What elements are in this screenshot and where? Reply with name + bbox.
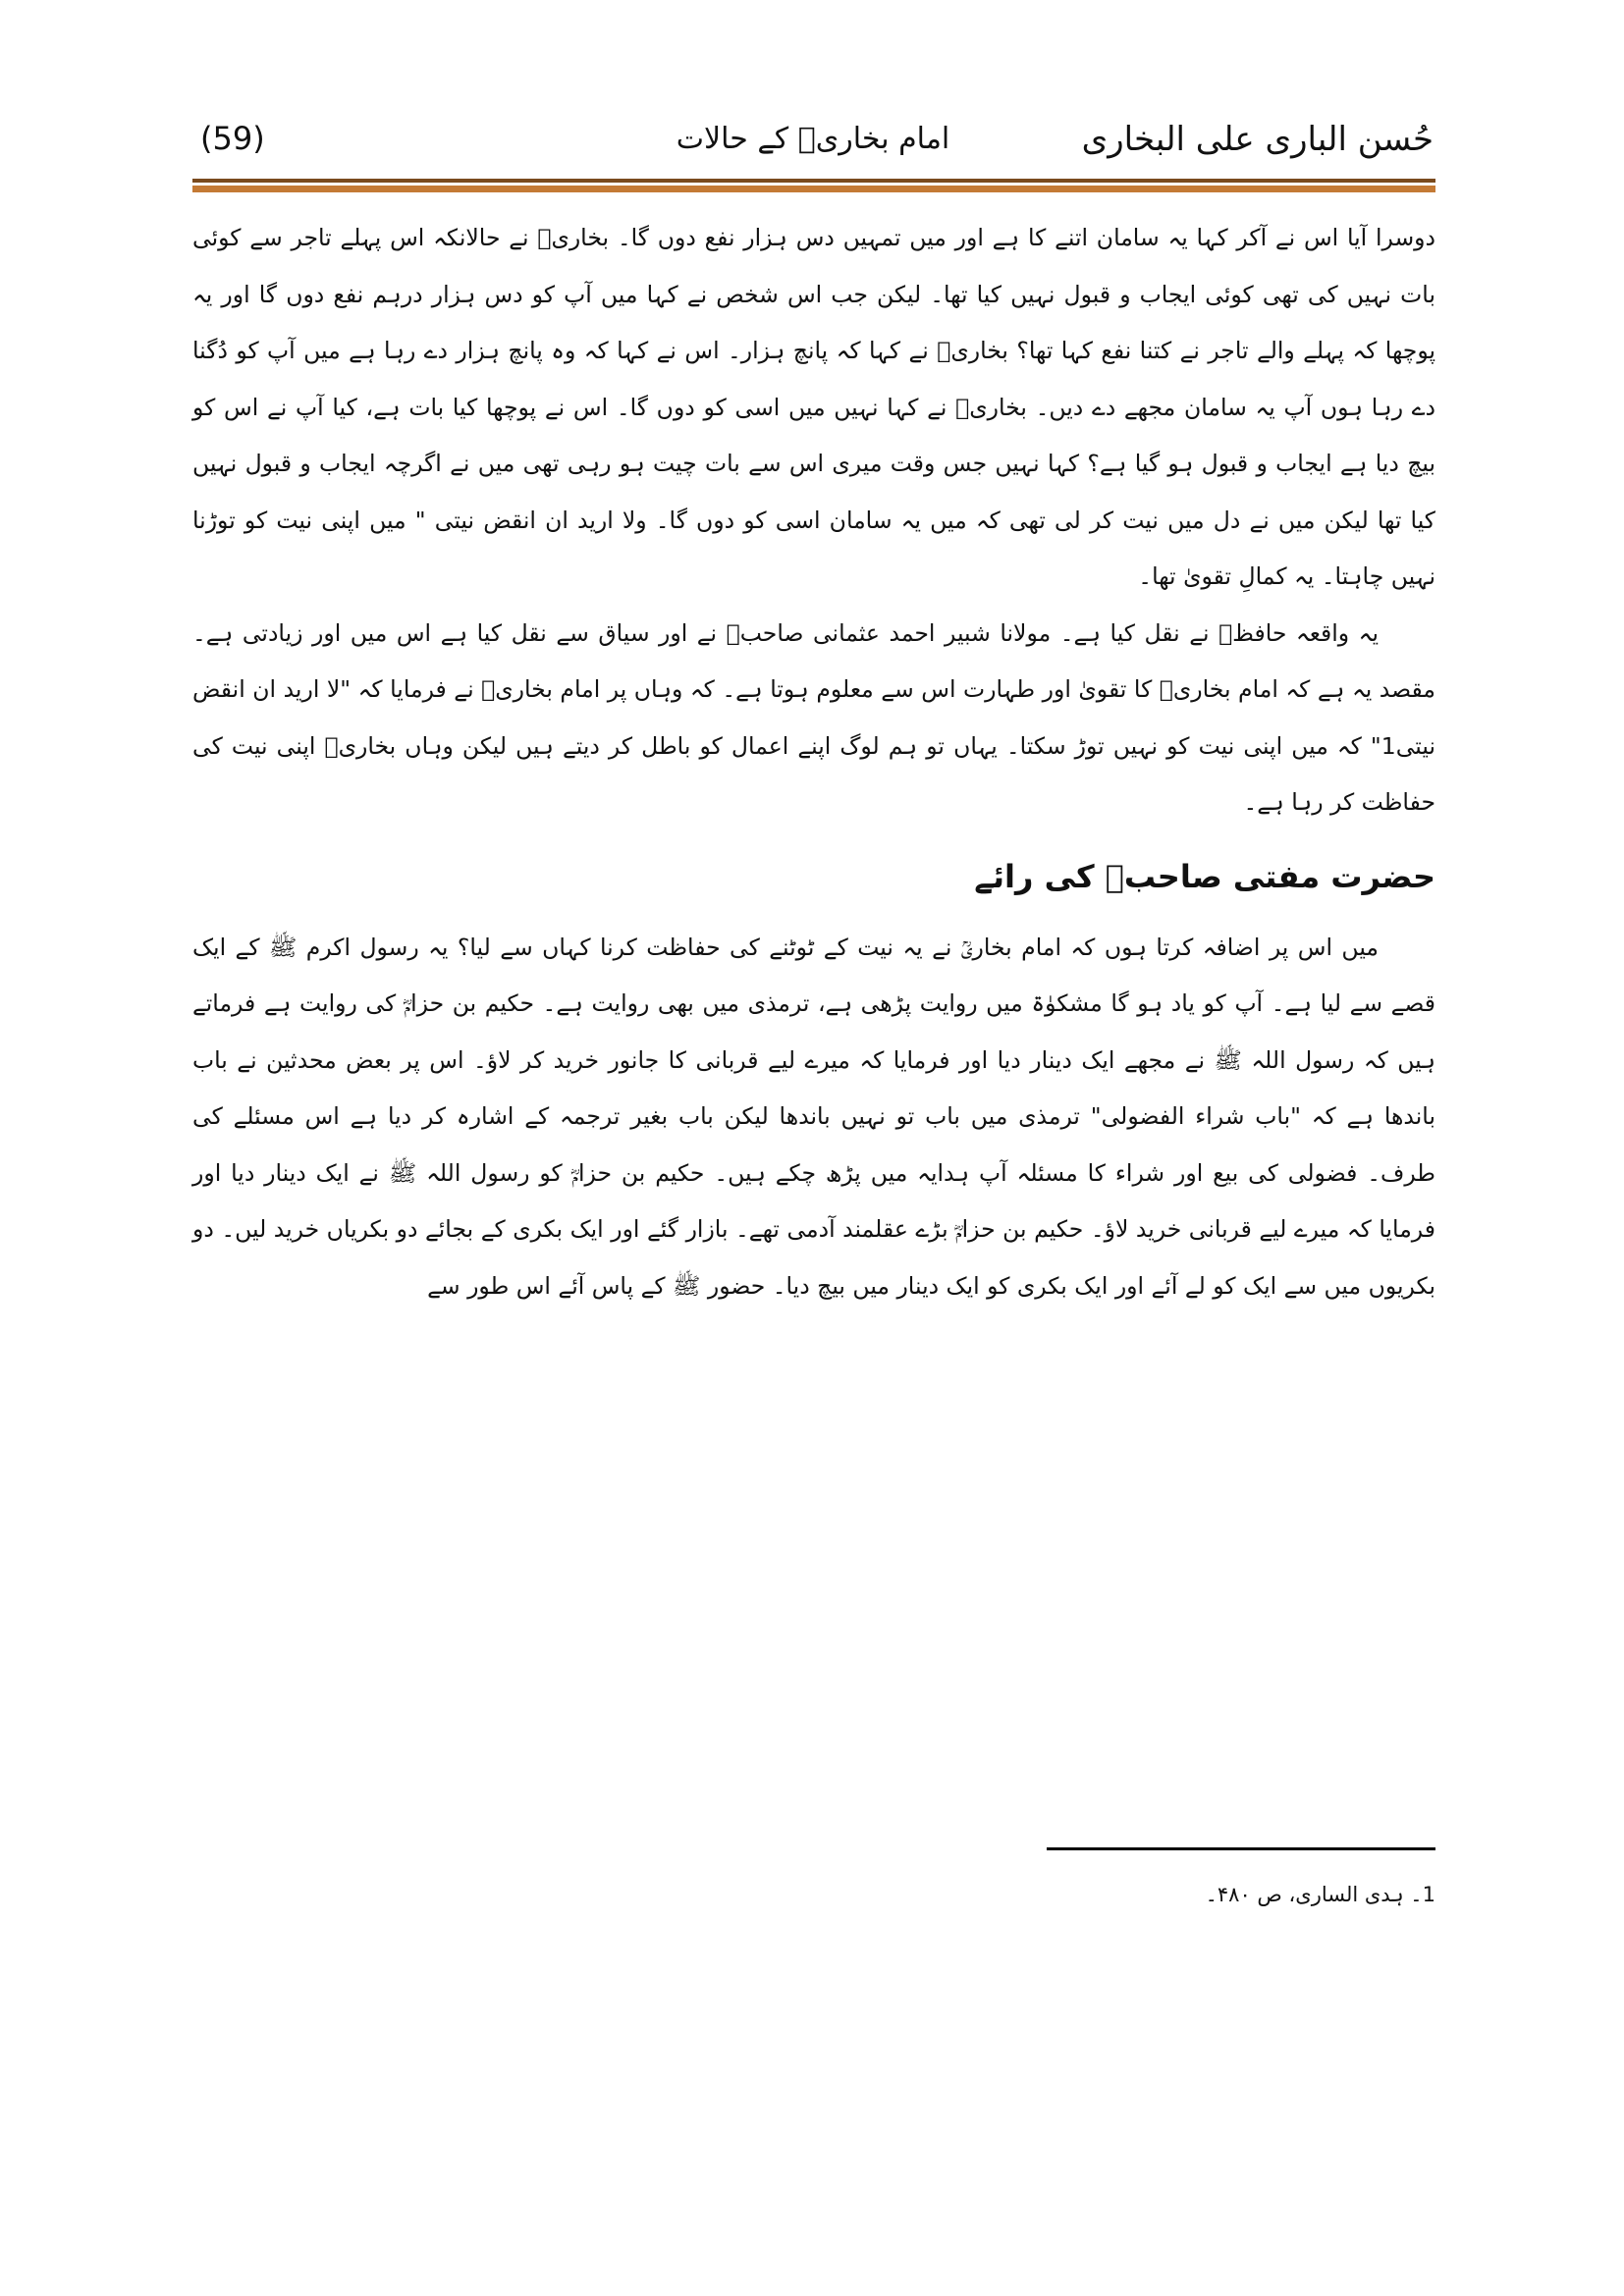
body-paragraph-3: میں اس پر اضافہ کرتا ہوں کہ امام بخاریؒ نے یہ نیت کے ٹوٹنے کی حفاظت کرنا کہاں سے لیا؟ یہ رسول اکرم ﷺ کے ایک قصے سے لیا ہے۔ آپ کو یاد ہو گا مشکوٰۃ میں روایت پڑھی ہے، ترمذی میں بھی روایت ہے۔ حکیم بن حزامؓ کی روایت ہے فرماتے ہیں کہ رسول اللہ ﷺ نے مجھے ایک دینار دیا اور فرمایا کہ میرے لیے قربانی کا جانور خرید کر لاؤ۔ اس پر بعض محدثین نے باب باندھا ہے کہ "باب شراء الفضولی" ترمذی میں باب تو نہیں باندھا لیکن باب بغیر ترجمہ کے اشارہ کر دیا ہے اس مسئلے کی طرف۔ فضولی کی بیع اور شراء کا مسئلہ آپ ہدایہ میں پڑھ چکے ہیں۔ حکیم بن حزامؓ کو رسول اللہ ﷺ نے ایک دینار دیا اور فرمایا کہ میرے لیے قربانی خرید لاؤ۔ حکیم بن حزامؓ بڑے عقلمند آدمی تھے۔ بازار گئے اور ایک بکری کے بجائے دو بکریاں خرید لیں۔ دو بکریوں میں سے ایک کو لے آئے اور ایک بکری کو ایک دینار میں بیچ دیا۔ حضور ﷺ کے پاس آئے اس طور سے [192, 933, 1435, 1300]
section-heading: حضرت مفتی صاحبؒ کی رائے [974, 857, 1435, 895]
header-rule-thick [192, 186, 1435, 192]
page-number: (59) [200, 120, 265, 157]
footnote: 1۔ ہدی الساری، ص ۴۸۰۔ [1205, 1883, 1435, 1906]
footnote-divider [1047, 1847, 1435, 1850]
chapter-title: امام بخاریؒ کے حالات [676, 122, 950, 156]
page-body [192, 210, 1435, 1314]
book-title: حُسن الباری علی البخاری [1081, 120, 1434, 159]
header-rule-thin [192, 179, 1435, 183]
body-paragraph-1: دوسرا آیا اس نے آکر کہا یہ سامان اتنے کا ہے اور میں تمہیں دس ہزار نفع دوں گا۔ بخاریؒ نے حالانکہ اس پہلے تاجر سے کوئی بات نہیں کی تھی کوئی ایجاب و قبول نہیں کیا تھا۔ لیکن جب اس شخص نے کہا میں آپ کو دس ہزار درہم نفع دوں گا اور یہ پوچھا کہ پہلے والے تاجر نے کتنا نفع کہا تھا؟ بخاریؒ نے کہا کہ پانچ ہزار۔ اس نے کہا کہ وہ پانچ ہزار دے رہا ہے میں آپ کو دُگنا دے رہا ہوں آپ یہ سامان مجھے دے دیں۔ بخاریؒ نے کہا نہیں میں اسی کو دوں گا۔ اس نے پوچھا کیا بات ہے، کیا آپ نے اس کو بیچ دیا ہے ایجاب و قبول ہو گیا ہے؟ کہا نہیں جس وقت میری اس سے بات چیت ہو رہی تھی میں نے اگرچہ ایجاب و قبول نہیں کیا تھا لیکن میں نے دل میں نیت کر لی تھی کہ میں یہ سامان اسی کو دوں گا۔ ولا ارید ان انقض نیتی " میں اپنی نیت کو توڑنا نہیں چاہتا۔ یہ کمالِ تقویٰ تھا۔ [192, 224, 1435, 590]
page-header [192, 116, 1434, 175]
body-paragraph-2: یہ واقعہ حافظؒ نے نقل کیا ہے۔ مولانا شبیر احمد عثمانی صاحبؒ نے اور سیاق سے نقل کیا ہے اس میں اور زیادتی ہے۔ مقصد یہ ہے کہ امام بخاریؒ کا تقویٰ اور طہارت اس سے معلوم ہوتا ہے۔ کہ وہاں پر امام بخاریؒ نے فرمایا کہ "لا ارید ان انقض نیتی1" کہ میں اپنی نیت کو نہیں توڑ سکتا۔ یہاں تو ہم لوگ اپنے اعمال کو باطل کر دیتے ہیں لیکن وہاں بخاریؒ اپنی نیت کی حفاظت کر رہا ہے۔ [192, 618, 1435, 816]
